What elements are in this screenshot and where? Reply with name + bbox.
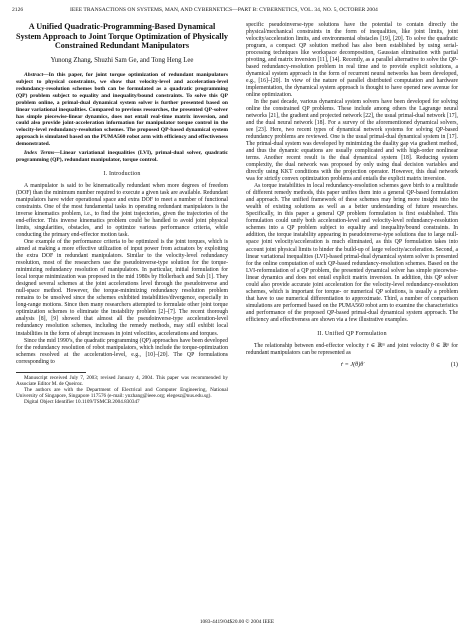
left-column [16,22,228,405]
equation-body: ṙ = J(θ)θ̇ [340,360,364,368]
right-paragraph-3: As torque instabilities in local redundancy-resolution schemes gave birth to a multitude of different remedy methods, this paper unifies them into a general QP-based formulation and approach. The unified framework of these schemes may bring more insight into the wealth of existing solutions as well as a better understanding of future researches. Specifically, in this paper a general QP problem formulation is first established. This formulation could unify both acceleration-level and velocity-level redundancy-resolution schemes into a QP problem subject to equality and inequality/bound constraints. In addition, the torque instability appearing in pseudoinverse-type solutions due to large null-space joint velocity/acceleration is much eliminated, as this QP formulation takes into account joint physical limits to hinder the build-up of large velocity/acceleration. Second, a linear variational inequalities (LVI)-based primal-dual dynamical system solver is presented for the online computation of such QP-based redundancy-resolution schemes. Based on the LVI-reformulation of a QP problem, the presented dynamical solver has simple piecewise-linear dynamics and does not entail explicit matrix inversion. In addition, this QP solver could also provide accurate joint acceleration for the velocity-level redundancy-resolution schemes, which is important for torque- or numerical QP solutions, is usually a problem that have to use numerical differentiation to approximate. Third, a number of comparison simulations are performed based on the PUMA560 robot arm to examine the characteristics and performance of the proposed QP-based primal-dual dynamical system approach. The efficiency and effectiveness are shown via a few illustrative examples. [246,183,458,323]
footnote-received: Manuscript received July 7, 2003; revised January 4, 2004. This paper was recommended by Associate Editor M. de Queiroz. [16,374,228,387]
intro-paragraph-2: One example of the performance criteria to be optimized is the joint torques, which is aimed at making a more effective utilization of input power from actuators by exploiting the extra DOF in redundant manipulators. Similar to the velocity-level redundancy resolution, most of the researchers use the pseudoinverse-type solution for the torque-minimizing redundancy resolution of manipulators. In particular, initial formulation for local torque minimization was proposed in the mid 1980s by Hollerbach and Suh [1]. They designed several schemes at the joint accelerations level through the pseudoinverse and null-space method. However, the torque-minimizing redundancy resolution problem remains to be unsolved since the schemes exhibited instabilities/divergence, especially in long-range motions. Since then many researchers attempted to formulate other joint torque optimization schemes to eliminate the instability problem [2]–[7]. The recent thorough analysis [8], [9] showed that almost all the pseudoinverse-type acceleration-level redundancy resolution schemes, including the remedy methods, may still exhibit local instabilities in the form of abrupt increases in joint velocities, accelerations and torques. [16,239,228,337]
index-terms-label: Index Terms— [24,150,60,157]
right-paragraph-2: In the past decade, various dynamical system solvers have been developed for solving online the constrained QP problems. These include among others the Lagrange neural networks [21], the gradient and projected network [22], the usual primal-dual network [17], and the dual neural network [18]. For a survey of the aforementioned dynamical solvers, see [23]. Here, two recent types of dynamical network systems for solving QP-based redundancy problems are reviewed. One is the usual primal-dual dynamical system in [17]. The primal-dual system was developed by minimizing the duality gap via gradient method, and thus the dynamic equations are usually complicated and with high-order nonlinear terms. Another recent result is the dual dynamical system [18]. Reducing system complexity, the dual network was proposed by only using dual decision variables and directly using KKT conditions with the projection operator. However, this dual network was for strictly convex optimization problems and entails the explicit matrix inversion. [246,99,458,183]
running-head [12,6,462,15]
intro-paragraph-1: A manipulator is said to be kinematically redundant when more degrees of freedom (DOF) than the minimum number required to execute a given task are available. Redundant manipulators have wider operational space and extra DOF to meet a number of functional constraints. One of the most fundamental tasks in operating redundant manipulators is the inverse kinematics problem, i.e., to find the joint trajectories, given the trajectories of the end-effector. This inverse kinematics problem could be handled to avoid joint physical limits, singularities, obstacles, and to optimize various performance criteria, while conducting the primary end-effector motion task. [16,183,228,239]
intro-paragraph-3: Since the mid 1990’s, the quadratic programming (QP) approaches have been developed for the redundancy resolution of robot manipulators, which include the torque-optimization schemes resolved at the acceleration-level, e.g., [10]–[20]. The QP formulations corresponding to [16,337,228,365]
index-terms-text: Linear variational inequalities (LVI), primal-dual solver, quadratic programming (QP), redundant manipulator, torque control. [16,150,228,164]
copyright-footer: 1083-4419/04$20.00 © 2004 IEEE [199,619,275,625]
paper-title: A Unified Quadratic-Programming-Based Dynamical System Approach to Joint Torque Optimization of Physically Constrained Redundant Manipulators [16,22,228,51]
footnote-doi: Digital Object Identifier 10.1109/TSMCB.2004.830347 [24,398,140,405]
abstract-label: Abstract— [24,71,49,78]
journal-name: IEEE TRANSACTIONS ON SYSTEMS, MAN, AND CYBERNETICS—PART B: CYBERNETICS, VOL. 34, NO. 5, OCTOBER 2004 [70,7,378,13]
page-number: 2126 [12,7,24,13]
formulation-paragraph: The relationship between end-effector velocity ṙ ∈ ℝᵐ and joint velocity θ̇ ∈ ℝⁿ for redundant manipulators can be represented as [246,342,458,356]
abstract [16,72,228,148]
footnote-divider [16,372,86,373]
footnote-affiliation: The authors are with the Department of Electrical and Computer Engineering, National University of Singapore, Singapore 117576 (e-mail: ynzhang@ieee.org; elegesz@nus.edu.sg). [16,386,228,399]
section-heading-introduction: I. Introduction [103,171,141,178]
equation-number: (1) [450,360,458,368]
right-paragraph-1: specific pseudoinverse-type solutions have the potential to contain directly the physical/mechanical constraints in the form of inequalities, like joint limits, joint velocity/acceleration limits, and environmental obstacles [19], [20]. To solve the quadratic program, a compact QP solution method has also been established by using serial-processing techniques like workspace decomposition, Gaussian elimination with partial pivoting, and matrix inversion [11], [14]. Recently, as a parallel alternative to solve the QP-based redundancy-resolution problem in real time and to provide explicit solutions, a dynamical system approach in the form of recurrent neural networks has been developed, e.g., [16]–[20]. In view of the nature of parallel distributed computation and hardware implementation, the dynamical system approach is thought to have opened new avenue for online optimization. [246,22,458,99]
index-terms [16,150,228,164]
abstract-text: In this paper, for joint torque optimization of redundant manipulators subject to physical constraints, we show that velocity-level and acceleration-level redundancy-resolution schemes both can be formulated as a quadratic programming (QP) problem subject to equality and inequality/bound constraints. To solve this QP problem online, a primal-dual dynamical system solver is further presented based on linear variational inequalities. Compared to previous researches, the presented QP-solver has simple piecewise-linear dynamics, does not entail real-time matrix inversion, and could also provide joint-acceleration information for manipulator torque control in the velocity-level redundancy-resolution schemes. The proposed QP-based dynamical system approach is simulated based on the PUMA560 robot arm with efficiency and effectiveness demonstrated. [16,71,228,148]
equation-1 [246,360,458,370]
author-list: Yunong Zhang, Shuzhi Sam Ge, and Tong Heng Lee [50,56,194,64]
section-heading-qp-formulation: II. Unified QP Formulation [317,330,387,337]
right-column [246,22,458,370]
